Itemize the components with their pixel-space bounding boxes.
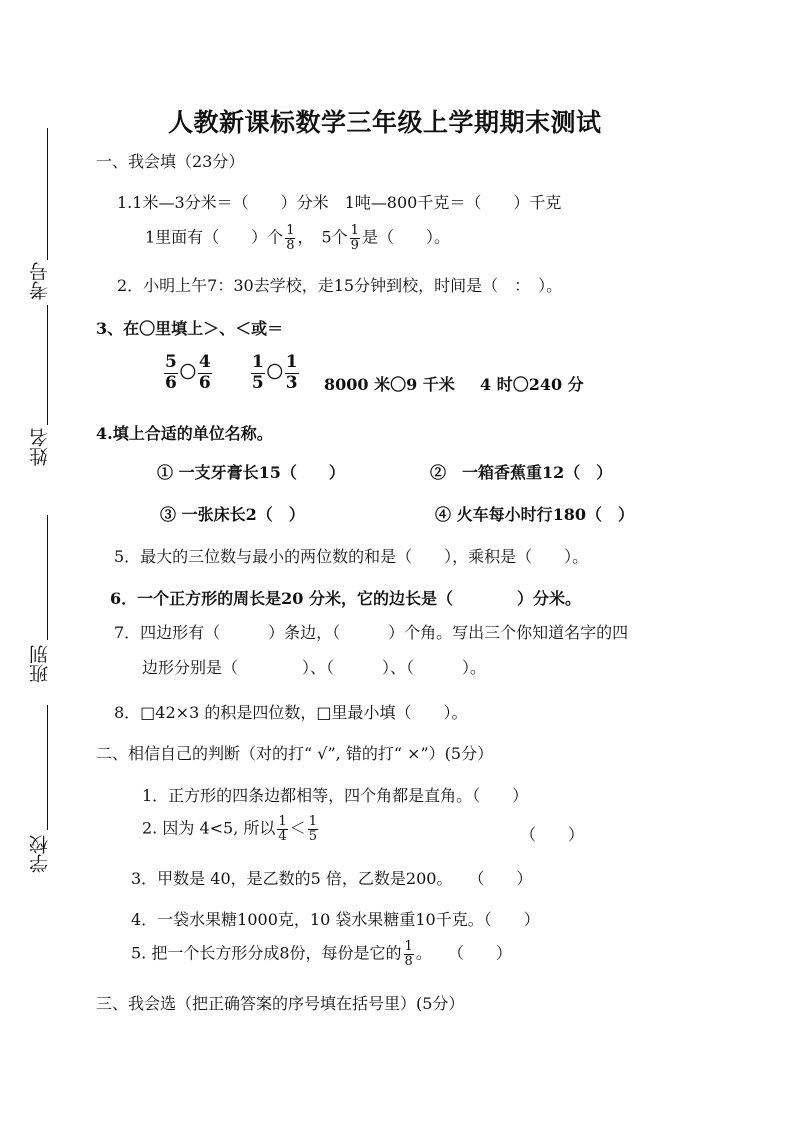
margin-line-4 <box>47 705 48 830</box>
q7-line-b: 边形分别是（ ）、（ ）、（ ）。 <box>142 658 487 677</box>
s2-item-2: 2. 因为 4<5, 所以 $\frac{1}{4}$ ＜ $\frac{1}{5}$ <box>142 814 317 844</box>
q3-circle-1: 〇 <box>179 362 196 382</box>
s2-item-1: 1．正方形的四条边都相等，四个角都是直角。（ ） <box>142 786 529 805</box>
margin-label-class: 班别 <box>29 645 51 683</box>
q3-frac-5-6: $\frac{5}{6}$ <box>165 352 177 393</box>
q1-line-b <box>145 224 450 252</box>
q3-c: 8000 米〇9 千米 <box>324 375 455 394</box>
q3-heading: 3、在〇里填上＞、＜或＝ <box>96 319 284 338</box>
q4-item-2: ② 一箱香蕉重12（ ） <box>430 463 613 482</box>
q1-b-mid: ， 5个 <box>297 227 348 247</box>
s2-item-4: 4．一袋水果糖1000克，10 袋水果糖重10千克。（ ） <box>131 910 540 929</box>
margin-label-exam-number: 考号 <box>29 262 51 300</box>
margin-label-school: 学校 <box>29 835 51 873</box>
q4-item-4: ④ 火车每小时行180（ ） <box>435 505 634 524</box>
section1-heading: 一、我会填（23分） <box>96 152 245 171</box>
q1-b-post: 是（ ）。 <box>361 227 450 247</box>
margin-line-3 <box>47 515 48 640</box>
page-title: 人教新课标数学三年级上学期期末测试 <box>168 108 602 137</box>
s2-item-2-paren: （ ） <box>520 825 585 844</box>
q4-item-3: ③ 一张床长2（ ） <box>160 505 305 524</box>
q3-frac-1-3: $\frac{1}{3}$ <box>285 352 298 393</box>
q3-compare-row <box>162 353 301 393</box>
s2-item-5: 5. 把一个长方形分成8份，每份是它的 $\frac{1}{8}$ 。 （ ） <box>131 939 512 969</box>
q8: 8．□42×3 的积是四位数，□里最小填（ ）。 <box>114 703 468 722</box>
q1-b-pre: 1里面有（ ）个 <box>145 227 284 247</box>
margin-label-name: 姓名 <box>29 428 51 466</box>
margin-line-1 <box>47 128 48 260</box>
s2-frac-1-4: $\frac{1}{4}$ <box>278 814 287 844</box>
s2-item-3: 3．甲数是 40，是乙数的5 倍，乙数是200。 （ ） <box>131 869 533 888</box>
s2-frac-1-8: $\frac{1}{8}$ <box>404 939 413 969</box>
q1-line-a: 1.1米—3分米＝（ ）分米 1吨—800千克＝（ ）千克 <box>117 193 562 212</box>
q5: 5．最大的三位数与最小的两位数的和是（ ），乘积是（ ）。 <box>114 547 589 566</box>
q3-circle-2: 〇 <box>266 362 283 382</box>
q3-frac-1-5: $\frac{1}{5}$ <box>251 352 264 393</box>
section3-heading: 三、我会选（把正确答案的序号填在括号里）(5分） <box>96 994 465 1013</box>
s2-frac-1-5: $\frac{1}{5}$ <box>308 814 317 844</box>
q4-heading: 4.填上合适的单位名称。 <box>96 424 273 443</box>
q3-frac-4-6: $\frac{4}{6}$ <box>198 352 211 393</box>
section2-heading: 二、相信自己的判断（对的打“ √”, 错的打“ ×”）(5分） <box>96 744 494 763</box>
margin-line-2 <box>47 305 48 425</box>
q2: 2．小明上午7：30去学校，走15分钟到校，时间是（ ： ）。 <box>117 276 563 295</box>
q7-line-a: 7．四边形有（ ）条边，（ ）个角。写出三个你知道名字的四 <box>114 623 629 642</box>
q6: 6．一个正方形的周长是20 分米，它的边长是（ ）分米。 <box>110 589 581 608</box>
fraction-1-9: $\frac{1}{9}$ <box>350 223 359 253</box>
q4-item-1: ① 一支牙膏长15（ ） <box>157 463 345 482</box>
fraction-1-8: $\frac{1}{8}$ <box>286 223 295 253</box>
q3-d: 4 时〇240 分 <box>480 375 584 394</box>
